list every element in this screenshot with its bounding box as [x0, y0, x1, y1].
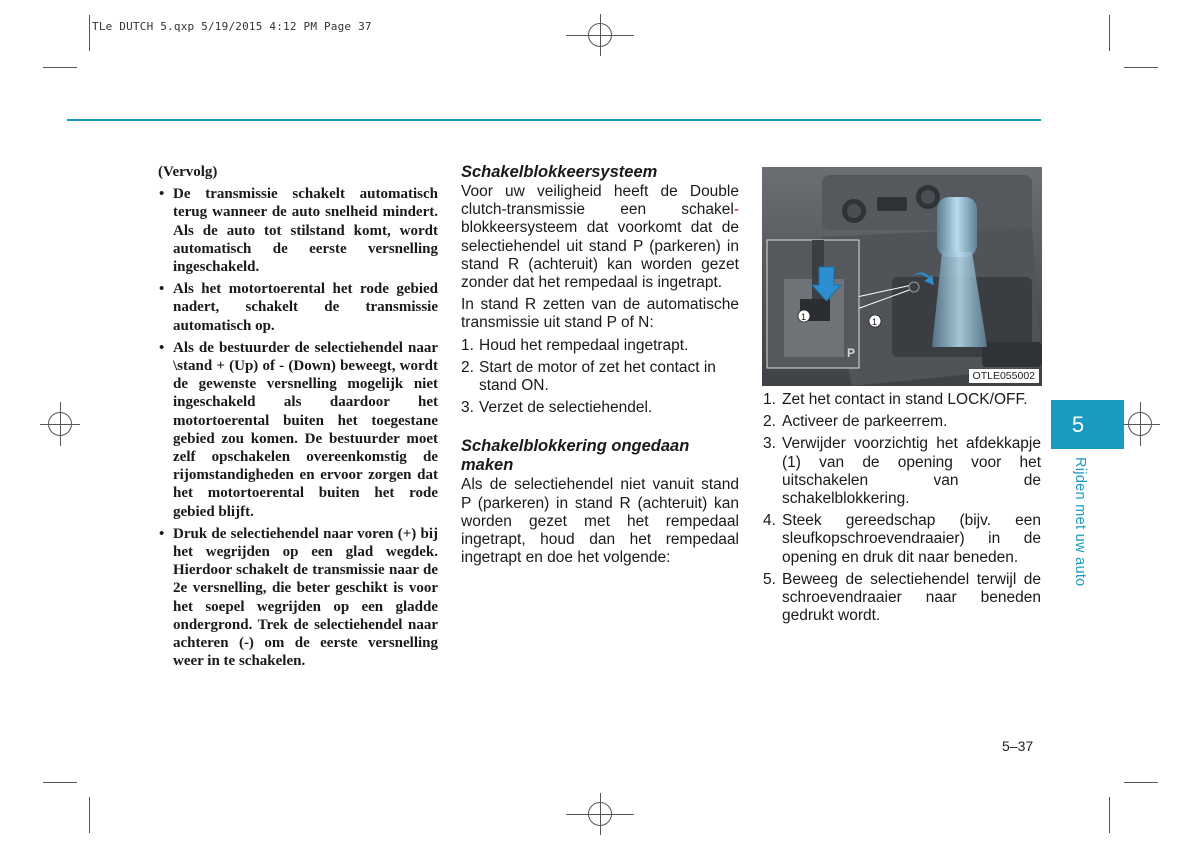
step-item: 3. Verzet de selectiehendel. [461, 399, 653, 417]
header-rule [67, 119, 1041, 121]
shift-lock-illustration [762, 167, 1042, 386]
paragraph: Voor uw veiligheid heeft de Double clutch-transmissie een schakel- blokkeersysteem dat voorkomt dat de selectiehendel uit stand P (parkeren) in stand R (achteruit) kan worden gezet zonder dat het rempedaal is ingetrapt. [461, 183, 739, 292]
step-list [763, 391, 1041, 625]
crop-mark [89, 15, 90, 51]
step-item: 4. Steek gereedschap (bijv. een sleufkopschroevendraaier) in de opening en druk dit naar beneden. [763, 512, 1041, 566]
bullet-item: • Als het motortoerental het rode gebied nadert, schakelt de transmissie automatisch op. [158, 280, 438, 335]
chapter-title: Rijden met uw auto [1072, 457, 1088, 587]
section-heading: Schakelblokkering ongedaan maken [461, 437, 690, 475]
crop-mark [43, 67, 77, 68]
column-left [158, 163, 438, 674]
print-slug: TLe DUTCH 5.qxp 5/19/2015 4:12 PM Page 37 [92, 20, 372, 33]
figure-code: OTLE055002 [969, 369, 1039, 383]
step-item: 1. Zet het contact in stand LOCK/OFF. [763, 391, 1028, 408]
column-middle [461, 163, 739, 571]
step-item: 2. Start de motor of zet het contact in stand ON. [461, 358, 716, 395]
crop-mark [1109, 797, 1110, 833]
page-number: 5–37 [1002, 738, 1034, 754]
step-item: 3. Verwijder voorzichtig het afdekkapje (1) van de opening voor het uitschakelen van de schakelblokkering. [763, 435, 1041, 508]
section-heading: Schakelblokkeersysteem [461, 163, 658, 181]
bullet-item: • Als de bestuurder de selectiehendel naar \stand + (Up) of - (Down) beweegt, wordt de gewenste versnelling mogelijk niet ingeschakeld als daardoor het motortoerental buiten het toegestane gebied zou komen. De bestuurder moet zelf opschakelen overeenkomstig de rijomstandigheden en ervoor zorgen dat het motortoerental buiten het rode gebied blijft. [158, 339, 438, 521]
step-item: 5. Beweeg de selectiehendel terwijl de schroevendraaier naar beneden gedrukt wordt. [763, 570, 1041, 625]
crop-mark [1124, 782, 1158, 783]
gear-label: P [847, 346, 856, 360]
crop-mark [43, 782, 77, 783]
bullet-list [158, 185, 438, 670]
console-image [762, 167, 1042, 386]
crop-mark [1124, 67, 1158, 68]
step-list [461, 337, 739, 418]
column-right [763, 391, 1041, 629]
callout-1: 1 [801, 312, 807, 322]
chapter-tab [1051, 400, 1124, 449]
bullet-item: • Druk de selectiehendel naar voren (+) bij het wegrijden op een glad wegdek. Hierdoor schakelt de transmissie naar de 2e versnelling, die beter geschikt is voor het soepel wegrijden op een gladde ondergrond. Trek de selectiehendel naar achteren (-) om de eerste versnelling weer in te schakelen. [158, 525, 438, 671]
continued-label: (Vervolg) [158, 164, 218, 180]
callout-2: 1 [872, 317, 878, 327]
chapter-number: 5 [1071, 412, 1085, 437]
crop-mark [1109, 15, 1110, 51]
crop-mark [89, 797, 90, 833]
bullet-item: • De transmissie schakelt automatisch terug wanneer de auto snelheid mindert. Als de auto tot stilstand komt, wordt automatisch de eerste versnelling ingeschakeld. [158, 185, 438, 276]
paragraph: In stand R zetten van de automatische transmissie uit stand P of N: [461, 296, 739, 332]
paragraph: Als de selectiehendel niet vanuit stand P (parkeren) in stand R (achteruit) kan worden gezet met het rempedaal ingetrapt, houd dan het rempedaal ingetrapt en doe het volgende: [461, 476, 739, 567]
step-item: 2. Activeer de parkeerrem. [763, 413, 948, 431]
step-item: 1. Houd het rempedaal ingetrapt. [461, 336, 689, 354]
